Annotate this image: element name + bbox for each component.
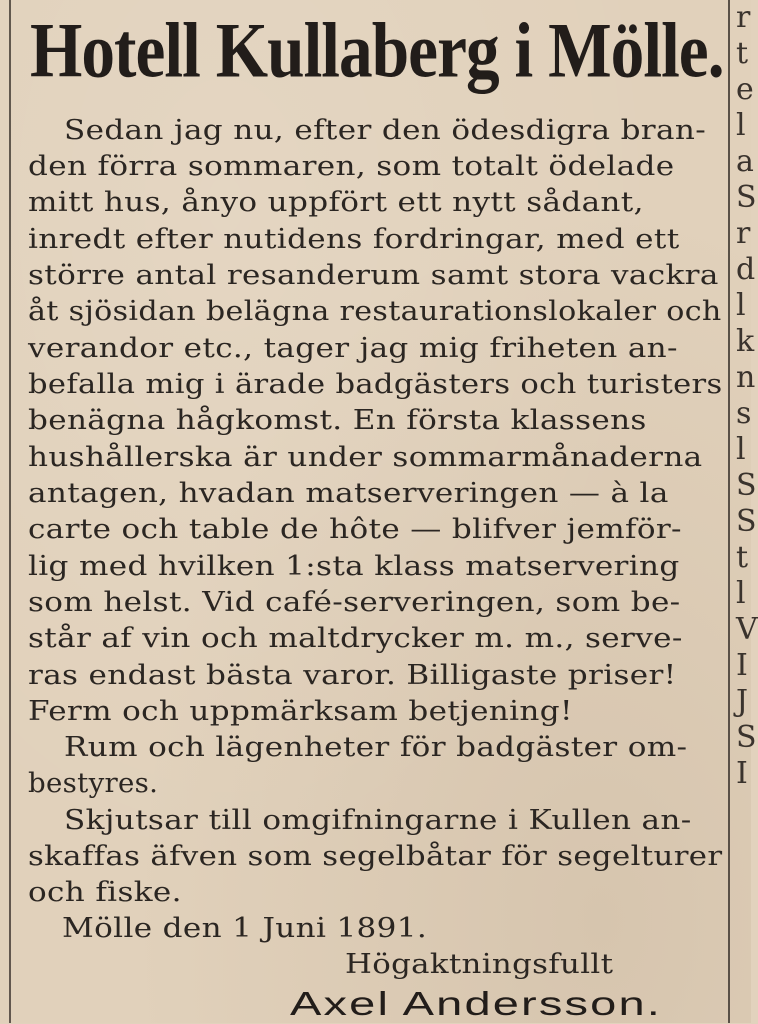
body-line: inredt efter nutidens fordringar, med ett <box>28 224 680 255</box>
fragment: I <box>736 648 748 683</box>
body-line: den förra sommaren, som totalt ödelade <box>28 151 675 182</box>
fragment: d <box>736 252 756 287</box>
body-line: bestyres. <box>28 768 159 799</box>
fragment: n <box>736 360 756 395</box>
ad-headline: Hotell Kullaberg i Mölle. <box>30 8 724 95</box>
body-line: åt sjösidan belägna restaurationslokaler och <box>28 296 722 327</box>
fragment: l <box>736 576 746 611</box>
closing: Högaktningsfullt <box>345 949 614 980</box>
fragment: l <box>736 108 746 143</box>
fragment: S <box>736 720 757 755</box>
fragment: l <box>736 432 746 467</box>
body-line: lig med hvilken 1:sta klass matservering <box>28 551 680 582</box>
body-line: mitt hus, ånyo uppfört ett nytt sådant, <box>28 187 644 218</box>
place-date: Mölle den 1 Juni 1891. <box>62 913 428 944</box>
body-line: Sedan jag nu, efter den ödesdigra bran- <box>64 115 707 146</box>
body-line: benägna hågkomst. En första klassens <box>28 405 647 436</box>
fragment: t <box>736 36 749 71</box>
body-line: skaffas äfven som segelbåtar för segelturer <box>28 841 723 872</box>
body-line: Ferm och uppmärksam betjening! <box>28 696 573 727</box>
body-line: större antal resanderum samt stora vackra <box>28 260 719 291</box>
fragment: t <box>736 540 749 575</box>
fragment: r <box>736 216 751 251</box>
fragment: e <box>736 72 754 107</box>
body-line: som helst. Vid café-serveringen, som be- <box>28 587 681 618</box>
body-line: hushållerska är under sommarmånaderna <box>28 442 703 473</box>
fragment: V <box>736 612 758 647</box>
body-line: står af vin och maltdrycker m. m., serve- <box>28 623 683 654</box>
body-line: Rum och lägenheter för badgäster om- <box>64 732 688 763</box>
fragment: a <box>736 144 754 179</box>
body-line: Skjutsar till omgifningarne i Kullen an- <box>64 805 692 836</box>
fragment: s <box>736 396 752 431</box>
fragment: I <box>736 756 748 791</box>
fragment: J <box>736 684 749 719</box>
fragment: S <box>736 504 757 539</box>
fragment: r <box>736 0 751 35</box>
body-line: befalla mig i ärade badgästers och turisters <box>28 369 723 400</box>
body-line: carte och table de hôte — blifver jemför- <box>28 514 682 545</box>
signature: Axel Andersson. <box>290 985 662 1022</box>
body-line: verandor etc., tager jag mig friheten an- <box>28 333 678 364</box>
fragment: l <box>736 288 746 323</box>
fragment: k <box>736 324 755 359</box>
fragment: S <box>736 468 757 503</box>
fragment: S <box>736 180 757 215</box>
body-line: och fiske. <box>28 877 182 908</box>
body-line: ras endast bästa varor. Billigaste priser! <box>28 660 677 691</box>
body-line: antagen, hvadan matserveringen — à la <box>28 478 669 509</box>
